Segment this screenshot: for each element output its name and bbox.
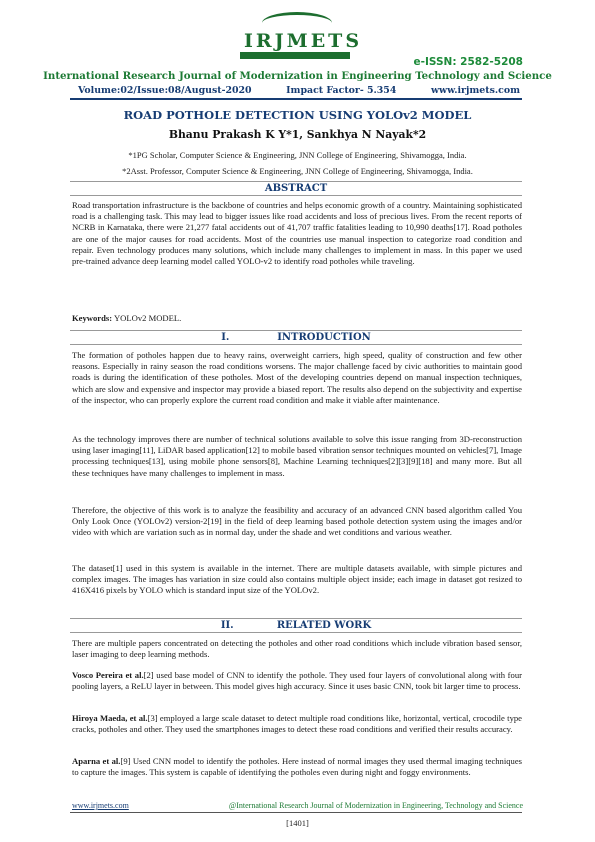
related-work-heading [70, 618, 522, 633]
section-title: INTRODUCTION [277, 332, 371, 343]
related-paragraph-1: There are multiple papers concentrated on detecting the potholes and other road conditions which include vibration based sensor, laser imaging to deep learning methods. [72, 638, 522, 660]
keywords-label: Keywords: [72, 313, 113, 323]
journal-header [0, 0, 595, 100]
citation-lead: Aparna et al. [72, 756, 121, 766]
intro-paragraph-4: The dataset[1] used in this system is available in the internet. There are multiple datasets available, with simple pictures and complex images. The images has variation in size could also contains multiple object inside; each image in dataset got resized to 416X416 pixels by YOLO which is standard input size of the YOLOv2. [72, 563, 522, 596]
citation-text: [9] Used CNN model to identify the potholes. Here instead of normal images they used thermal imaging techniques to capture the images. This system is capable of identifying the potholes even during night and foggy environments. [72, 756, 522, 778]
footer-copyright: @International Research Journal of Modernization in Engineering, Technology and Science [228, 801, 523, 810]
paper-title: ROAD POTHOLE DETECTION USING YOLOv2 MODEL [123, 108, 472, 122]
related-paragraph-2 [72, 670, 522, 692]
intro-paragraph-2: As the technology improves there are number of technical solutions available to solve this issue ranging from 3D-reconstruction using laser imaging[11], LiDAR based application[12] to mobile based vibration sensor techniques mounted on vehicles[7], Image processing techniques[13], using mobile phone sensors[8], Machine Learning techniques[2][3][9][18] and many more. But all these techniques have many challenges to implement in mass. [72, 434, 522, 478]
abstract-text: Road transportation infrastructure is the backbone of countries and helps economic growth of a country. Maintaining sophisticated road is a challenging task. This may lead to bigger issues like road accidents and loss of precious lives. From the recent reports of NCRB in Karnataka, there were 21,277 fatal accidents out of 41,707 traffic fatalities leading to 10,990 deaths[17]. Road potholes are one of the major causes for road accidents. Most of the countries use manual inspection to categorize road condition and repair. Even technology produces many solutions, which include many challenges to implement in mass. In this paper we used pre-trained advance deep learning model called YOLO-v2 to identify road potholes while traveling. [72, 200, 522, 267]
keywords-line [72, 313, 522, 324]
citation-lead: Vosco Pereira et al. [72, 670, 144, 680]
affiliation-2: *2Asst. Professor, Computer Science & Engineering, JNN College of Engineering, Shivamogga, India. [122, 166, 473, 176]
citation-lead: Hiroya Maeda, et al. [72, 713, 148, 723]
footer-url[interactable]: www.irjmets.com [72, 801, 129, 810]
eissn-label: e-ISSN: 2582-5208 [413, 56, 523, 68]
intro-paragraph-1: The formation of potholes happen due to heavy rains, overweight carriers, high speed, quality of construction and few other reasons. Especially in rainy season the road conditions worsens. The major challenge faced by civic authorities to maintain good roads is during the identification of these potholes. Most of the developing countries depend on manual inspection techniques, which are slow and expensive and inspector may provide a biased report. The results also depend on the subjectivity and expertise of the inspector, who can properly explore the current road condition and make it viable after maintenance. [72, 350, 522, 405]
intro-paragraph-3: Therefore, the objective of this work is to analyze the feasibility and accuracy of an advanced CNN based algorithm called You Only Look Once (YOLOv2) version-2[19] in the field of deep learning based pothole detection system using the images and/or video with which are variation such as in normal day, under the shade and wet conditions and various weather. [72, 505, 522, 538]
abstract-heading: ABSTRACT [70, 181, 522, 196]
logo-band [240, 52, 350, 59]
section-title: RELATED WORK [276, 620, 372, 631]
paper-authors: Bhanu Prakash K Y*1, Sankhya N Nayak*2 [168, 128, 427, 141]
keywords-text: YOLOv2 MODEL. [113, 313, 182, 323]
journal-website[interactable]: www.irjmets.com [430, 85, 520, 96]
footer-rule [70, 812, 522, 813]
related-paragraph-3 [72, 713, 522, 735]
journal-title: International Research Journal of Modernization in Engineering Technology and Science [43, 70, 552, 82]
volume-line [78, 85, 520, 96]
citation-text: [2] used base model of CNN to identify the pothole. They used four layers of convolutional along with four pooling layers, a ReLU layer in between. This model gives high accuracy. Since it uses basic CNN, took bit larger time to process. [72, 670, 522, 692]
page-number: [1401] [286, 818, 309, 828]
header-rule [70, 98, 522, 100]
related-paragraph-4 [72, 756, 522, 778]
introduction-heading [70, 330, 522, 345]
section-number: I. [221, 332, 230, 343]
affiliation-1: *1PG Scholar, Computer Science & Engineering, JNN College of Engineering, Shivamogga, India. [128, 150, 467, 160]
impact-factor: Impact Factor- 5.354 [286, 85, 397, 96]
section-number: II. [220, 620, 234, 631]
journal-logo: IRJMETS [244, 30, 363, 52]
volume-issue: Volume:02/Issue:08/August-2020 [78, 85, 252, 96]
citation-text: [3] employed a large scale dataset to detect multiple road conditions like, horizontal, vertical, crocodile type cracks, potholes and other. They used the smartphones images to detect these road conditions and verified their results accuracy. [72, 713, 522, 735]
